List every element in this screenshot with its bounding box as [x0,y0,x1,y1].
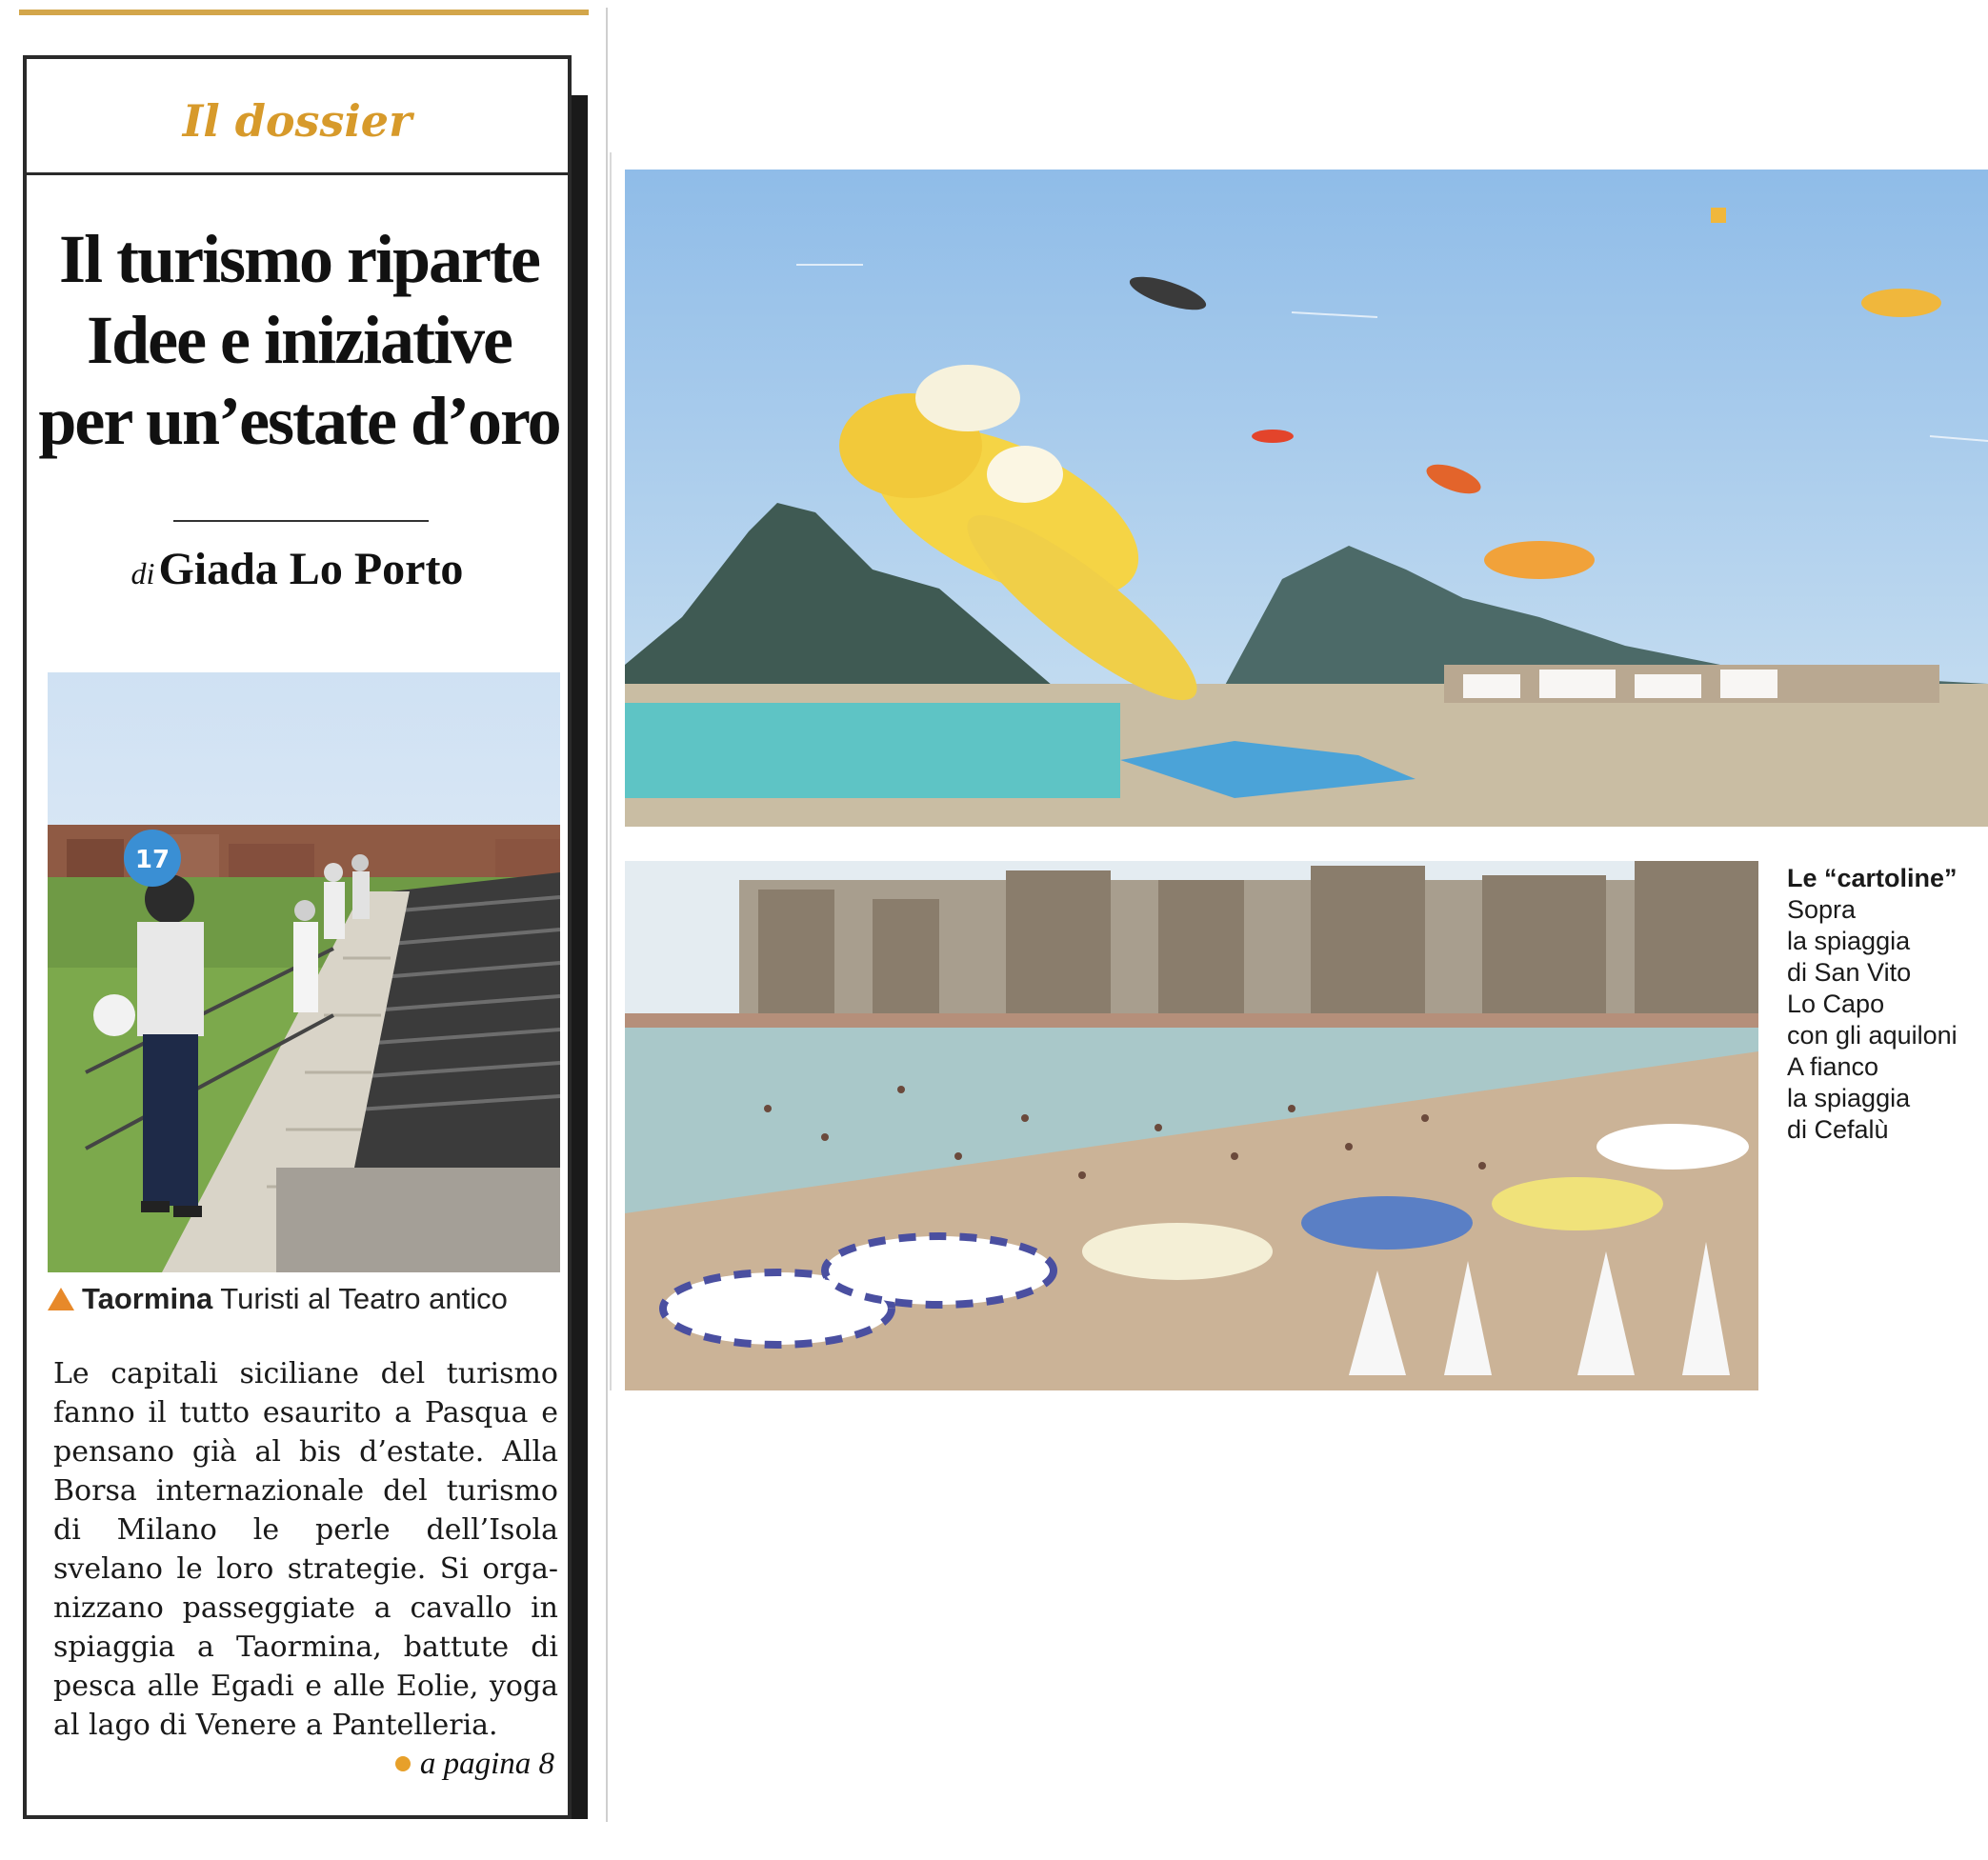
gallery-divider [610,152,612,1390]
photo-san-vito-kites [625,170,1988,827]
caption-place: Taormina [82,1282,213,1315]
byline-author: Giada Lo Porto [158,544,464,594]
box-shadow-bar [572,95,588,1819]
cartoline-caption-line: la spiaggia [1787,1084,1911,1112]
cartoline-caption-line: A fianco [1787,1052,1879,1081]
headline-line-1: Il turismo riparte [59,221,539,297]
headline-line-3: per un’estate d’oro [38,383,560,459]
byline-prefix: di [131,556,155,590]
bullet-dot-icon [395,1756,411,1771]
kicker-divider [27,172,568,175]
photo-taormina-theatre [48,672,560,1272]
top-accent-rule [19,10,589,15]
photo-cefalu-beach [625,861,1758,1390]
cartoline-caption-line: Lo Capo [1787,990,1885,1018]
byline-divider [173,520,429,522]
byline [27,543,568,595]
photo-caption-taormina [48,1282,562,1316]
cartoline-caption-line: con gli aquiloni [1787,1021,1958,1050]
page-jump-label: a pagina 8 [419,1747,554,1781]
article-summary: Le capitali siciliane del turismo fanno il tutto esaurito a Pasqua e pensano già al bis d’estate. Alla Borsa internazionale del turismo di Milano le perle dell’Isola svelano le loro strategie. Si organizzano passeggiate a cavallo in spiaggia a Taormina, battute di pesca alle Egadi e alle Eolie, yoga al lago di Venere a Pantelleria. [53,1357,558,1742]
cartoline-caption-line: la spiaggia [1787,927,1911,955]
column-divider [606,8,608,1822]
dossier-box [23,55,572,1819]
cartoline-caption [1787,863,1982,1146]
cartoline-caption-line: di San Vito [1787,958,1912,987]
headline-line-2: Idee e iniziative [87,302,512,378]
caption-text: Turisti al Teatro antico [220,1282,508,1315]
page-jump[interactable] [395,1747,554,1782]
san-vito-photo-illustration [625,170,1988,827]
taormina-photo-illustration [48,672,560,1272]
cefalu-photo-illustration [625,861,1758,1390]
cartoline-caption-line: Sopra [1787,895,1857,924]
section-kicker: Il dossier [182,95,412,147]
cartoline-caption-line: di Cefalù [1787,1115,1889,1144]
caption-triangle-icon [48,1288,74,1310]
headline [36,219,562,462]
guide-sign-number: 17 [134,846,171,874]
cartoline-caption-title: Le “cartoline” [1787,864,1958,892]
